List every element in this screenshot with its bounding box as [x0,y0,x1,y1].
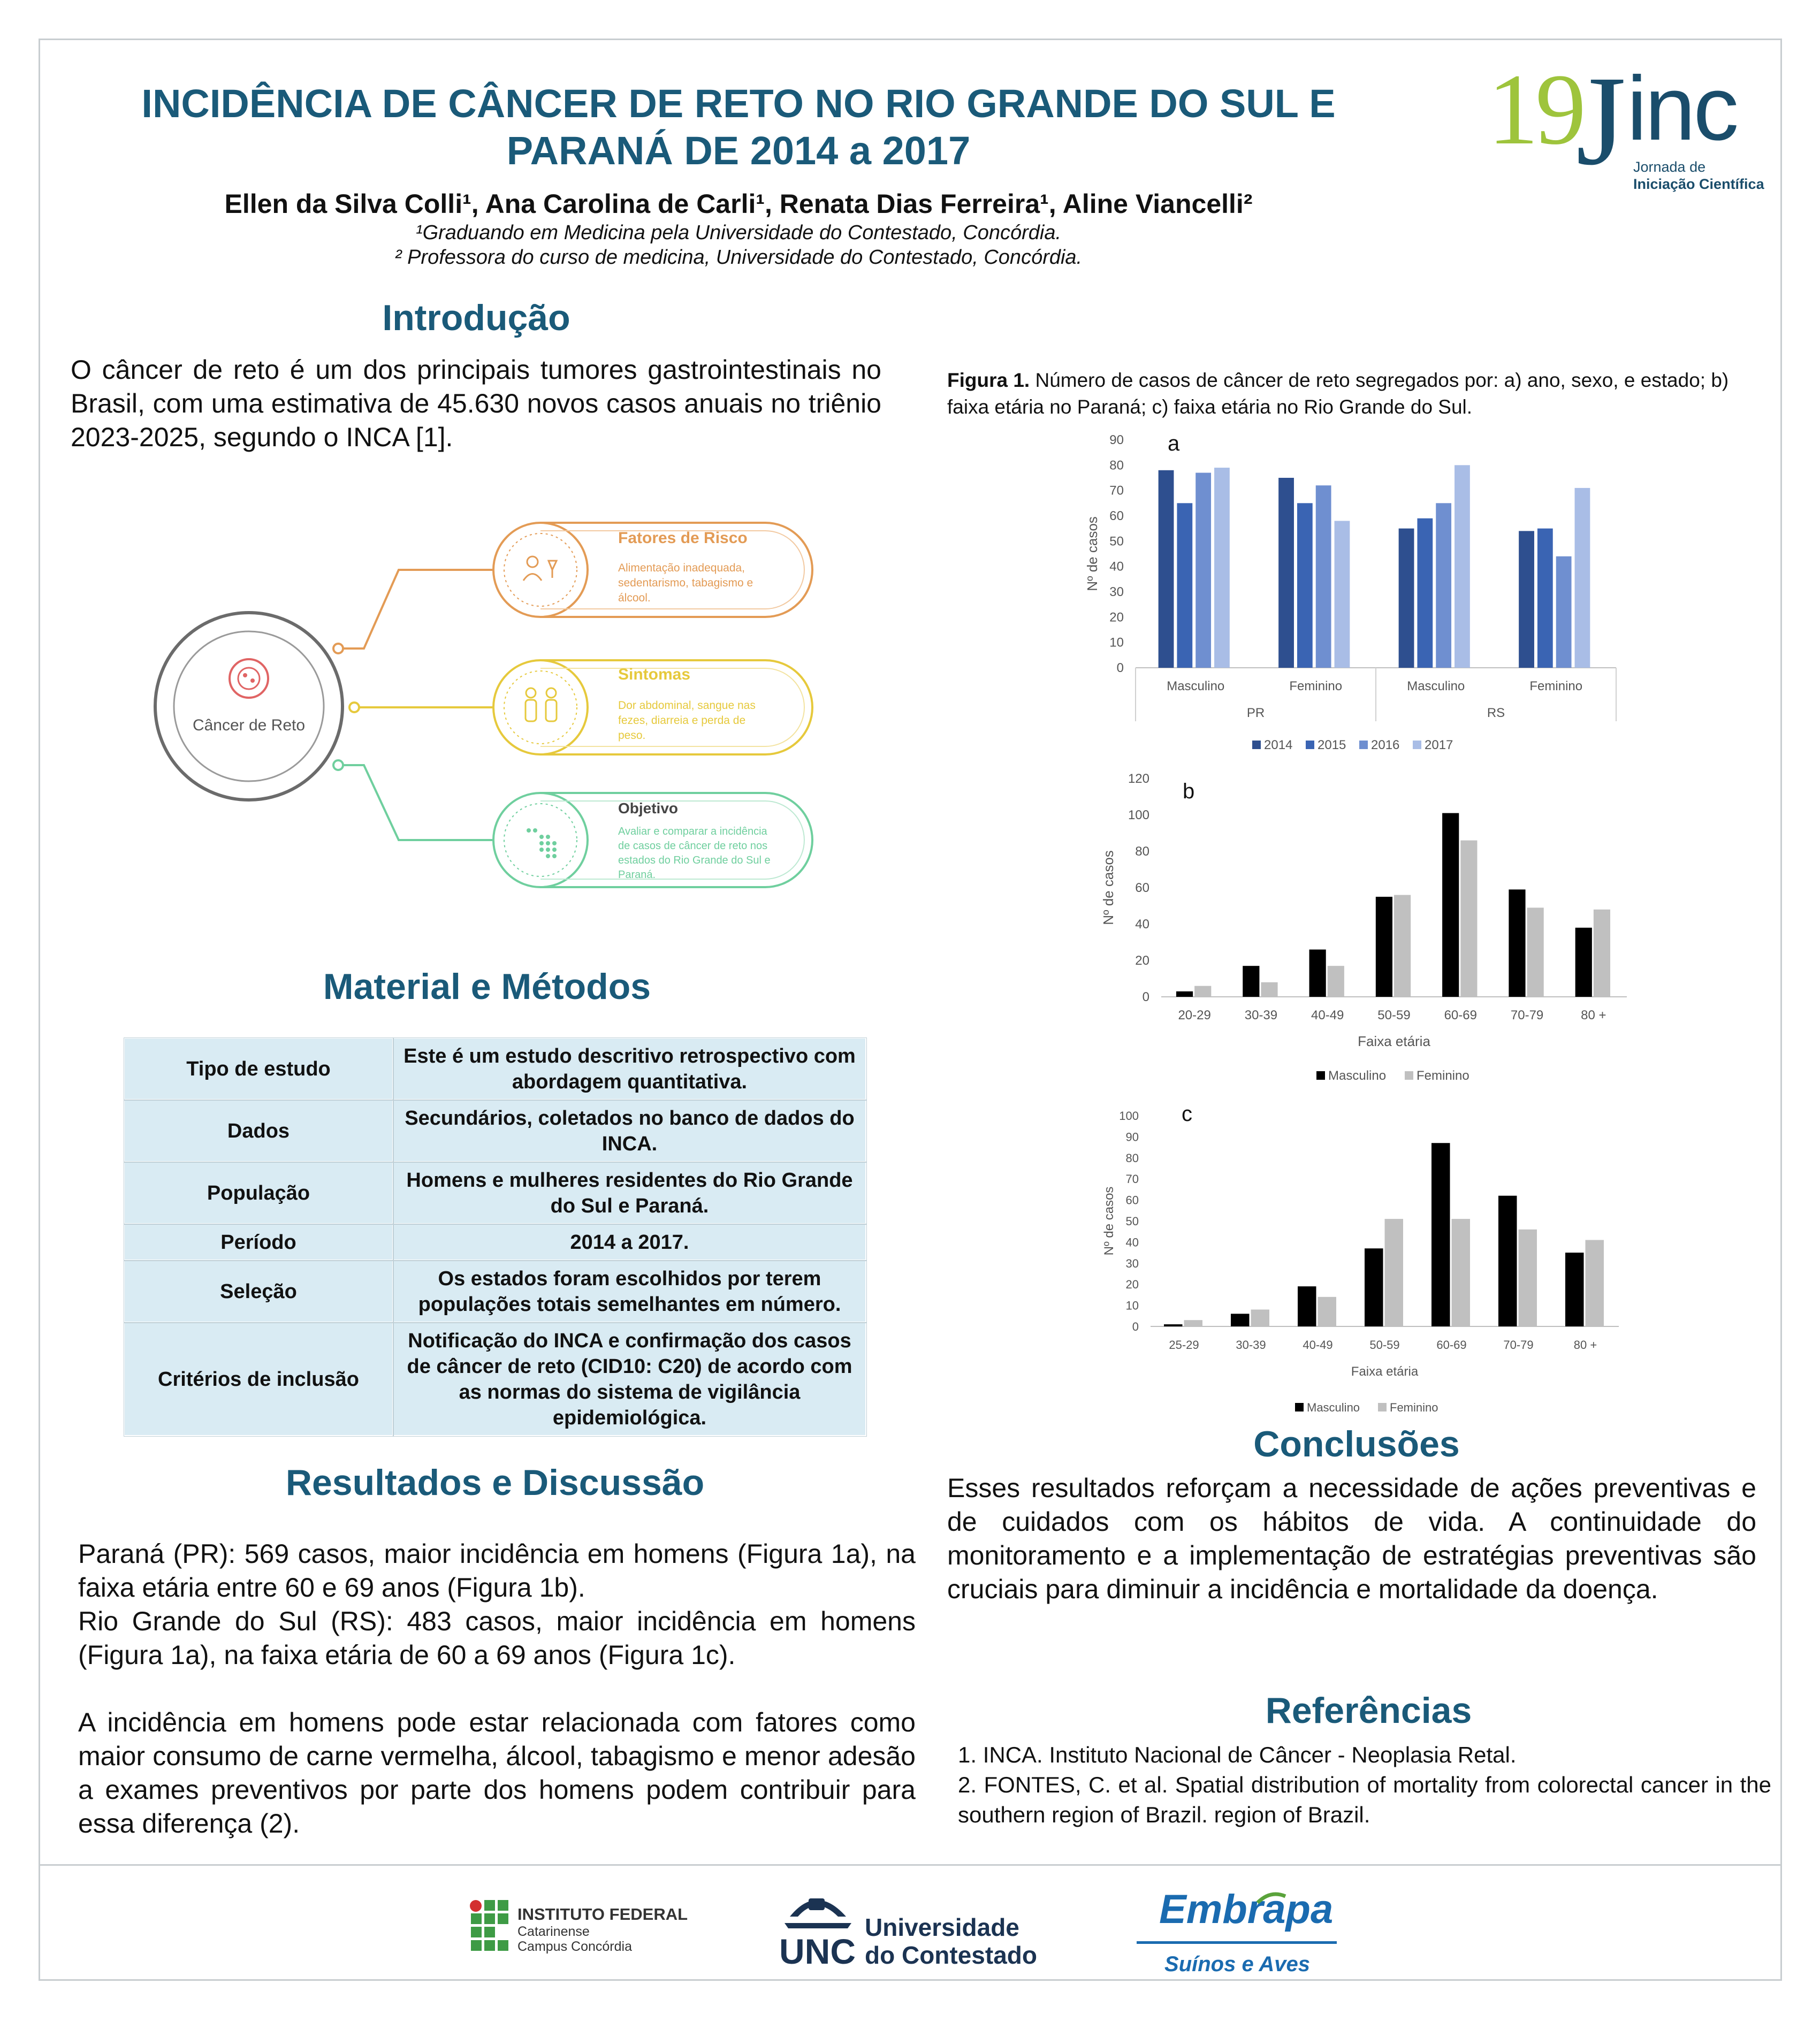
methods-value: Secundários, coletados no banco de dados do INCA. [393,1100,866,1162]
y-tick-label: 10 [1109,635,1124,650]
x-tick-label: Feminino [1529,679,1583,693]
connector-risk-dot [333,644,343,653]
x-tick-label: Feminino [1289,679,1343,693]
bar-feminino [1194,986,1211,997]
logo-j: J [1576,49,1626,192]
legend-label: Masculino [1328,1069,1387,1083]
y-axis-label: Nº de casos [1100,850,1116,925]
x-tick-label: 70-79 [1503,1338,1534,1352]
affiliation-2: ² Professora do curso de medicina, Universidade do Contestado, Concórdia. [394,246,1083,269]
y-tick-label: 80 [1125,1151,1139,1165]
bar-2016 [1316,485,1331,668]
affiliation-1: ¹Graduando em Medicina pela Universidade do Contestado, Concórdia. [415,222,1062,244]
methods-value: Os estados foram escolhidos por terem populações totais semelhantes em número. [393,1261,866,1323]
unc-abbr: UNC [779,1932,856,1969]
methods-row [124,1162,866,1224]
x-tick-label: 25-29 [1169,1338,1199,1352]
y-axis-label: Nº de casos [1084,516,1100,591]
methods-row [124,1261,866,1323]
cell-icon [230,659,268,698]
y-tick-label: 30 [1125,1256,1139,1270]
objective-title: Objetivo [618,800,679,817]
y-tick-label: 50 [1125,1215,1139,1228]
logo-subtitle-line2: Iniciação Científica [1633,176,1764,192]
x-tick-label: Masculino [1167,679,1225,693]
y-tick-label: 60 [1109,509,1124,523]
unc-logo [779,1883,1057,1969]
bar-2017 [1455,465,1470,668]
chart-c [1092,1100,1638,1421]
objective-card [493,793,812,887]
bar-masculino [1298,1286,1316,1326]
bar-2016 [1556,556,1572,668]
unc-line1: Universidade [865,1913,1019,1941]
logo-subtitle [1633,158,1764,193]
x-tick-label: 30-39 [1236,1338,1266,1352]
intro-heading: Introdução [382,297,570,338]
legend-swatch [1378,1403,1387,1411]
bar-2017 [1335,521,1350,668]
methods-key: População [124,1162,393,1224]
bar-masculino [1565,1253,1584,1326]
risk-line-3: álcool. [618,592,651,604]
legend-swatch [1295,1403,1304,1411]
x-tick-label: 80 + [1573,1338,1597,1352]
legend-label: Feminino [1390,1401,1438,1414]
objective-line-1: Avaliar e comparar a incidência [618,826,767,837]
y-tick-label: 120 [1128,772,1149,786]
y-tick-label: 90 [1109,433,1124,447]
references-list [958,1740,1771,1830]
references-heading: Referências [1265,1690,1472,1731]
methods-row [124,1100,866,1162]
legend-label: 2015 [1318,738,1346,752]
legend-label: 2014 [1264,738,1293,752]
connector-symptoms-dot [349,703,359,712]
conclusions-heading: Conclusões [1253,1424,1460,1464]
jinc-logo [1488,49,1766,219]
bar-masculino [1498,1196,1517,1326]
bar-2014 [1399,529,1414,668]
y-axis-label: Nº de casos [1102,1186,1116,1256]
bar-2015 [1177,503,1192,668]
x-tick-label: 50-59 [1369,1338,1400,1352]
methods-key: Seleção [124,1261,393,1323]
figure-caption-text: Número de casos de câncer de reto segregados por: a) ano, sexo, e estado; b) faixa etária no Paraná; c) faixa etária no Rio Grande do Sul. [947,369,1729,418]
bar-2016 [1436,503,1451,668]
bar-masculino [1431,1143,1450,1326]
bar-2015 [1417,518,1433,668]
methods-key: Dados [124,1100,393,1162]
legend-swatch [1316,1071,1325,1080]
y-tick-label: 50 [1109,534,1124,549]
x-tick-label: 60-69 [1436,1338,1467,1352]
x-tick-label: 20-29 [1178,1008,1211,1023]
methods-table [123,1037,867,1437]
bar-2017 [1575,488,1590,668]
bar-feminino [1394,895,1411,997]
y-tick-label: 20 [1135,953,1149,968]
x-tick-label: 70-79 [1510,1008,1544,1023]
y-tick-label: 0 [1142,990,1149,1004]
inner-ring [174,631,324,781]
reference-item: 2. FONTES, C. et al. Spatial distribution of mortality from colorectal cancer in the southern region of Brazil. region of Brazil. [958,1772,1771,1827]
bar-masculino [1176,991,1193,997]
results-paragraph-rs: Rio Grande do Sul (RS): 483 casos, maior incidência em homens (Figura 1a), na faixa etária de 60 a 69 anos (Figura 1c). [78,1606,916,1670]
bar-masculino [1575,928,1592,997]
bar-feminino [1251,1309,1270,1326]
symptoms-card [493,660,812,754]
ifc-line1: INSTITUTO FEDERAL [517,1905,688,1924]
ifc-line3: Campus Concórdia [517,1939,632,1954]
risk-line-1: Alimentação inadequada, [618,562,745,574]
legend-swatch [1405,1071,1413,1080]
bar-2014 [1519,531,1534,668]
methods-value: Notificação do INCA e confirmação dos casos de câncer de reto (CID10: C20) de acordo com as normas do sistema de vigilância epidemiológica. [393,1323,866,1436]
unc-emblem-icon [785,1898,851,1928]
y-tick-label: 80 [1109,458,1124,473]
logo-number: 19 [1488,54,1583,166]
outer-ring [155,613,342,800]
y-tick-label: 70 [1125,1172,1139,1186]
infographic [144,503,840,920]
bar-2015 [1537,529,1553,668]
logo-inc: inc [1627,58,1737,159]
title-line-2: PARANÁ DE 2014 a 2017 [506,128,971,173]
bar-feminino [1318,1297,1337,1326]
bar-masculino [1231,1314,1250,1326]
y-tick-label: 40 [1135,917,1149,932]
methods-value: 2014 a 2017. [393,1224,866,1261]
connector-objective [340,765,492,840]
y-tick-label: 10 [1125,1299,1139,1313]
bar-feminino [1385,1219,1404,1326]
risk-title: Fatores de Risco [618,529,748,547]
infographic-center-label: Câncer de Reto [192,716,306,734]
methods-key: Período [124,1224,393,1261]
objective-line-2: de casos de câncer de reto nos [618,840,768,852]
methods-value: Homens e mulheres residentes do Rio Grande do Sul e Paraná. [393,1162,866,1224]
y-tick-label: 90 [1125,1130,1139,1144]
connector-objective-dot [333,760,343,770]
figure-caption [947,367,1750,421]
bar-2016 [1195,473,1211,668]
bar-feminino [1527,907,1544,997]
x-tick-label: 40-49 [1311,1008,1344,1023]
results-paragraph-pr: Paraná (PR): 569 casos, maior incidência em homens (Figura 1a), na faixa etária entre 60 e 69 anos (Figura 1b). [78,1539,916,1603]
methods-value: Este é um estudo descritivo retrospectivo com abordagem quantitativa. [393,1038,866,1100]
x-tick-label: 50-59 [1377,1008,1411,1023]
y-tick-label: 70 [1109,483,1124,498]
figure-caption-label: Figura 1. [947,369,1030,391]
panel-label: c [1182,1102,1192,1126]
conclusions-text: Esses resultados reforçam a necessidade de ações preventivas e de cuidados com os hábitos de vida. A continuidade do monitoramento e a implementação de estratégias preventivas são cruciais para diminuir a incidência e mortalidade da doença. [947,1473,1756,1604]
bar-masculino [1365,1248,1383,1326]
x-tick-label: 30-39 [1244,1008,1278,1023]
y-tick-label: 60 [1135,881,1149,895]
bar-feminino [1261,982,1277,997]
bar-feminino [1519,1230,1537,1326]
reference-item: 1. INCA. Instituto Nacional de Câncer - Neoplasia Retal. [958,1742,1517,1767]
bar-2015 [1297,503,1313,668]
logo-subtitle-line1: Jornada de [1633,159,1706,175]
unc-line2: do Contestado [865,1941,1037,1969]
x-group-label: PR [1246,706,1265,720]
embrapa-sub: Suínos e Aves [1164,1952,1310,1976]
legend-swatch [1306,741,1314,749]
symptoms-line-1: Dor abdominal, sangue nas [618,699,756,712]
y-tick-label: 60 [1125,1193,1139,1207]
methods-row [124,1038,866,1100]
chart-b [1092,762,1638,1094]
chart-a [1076,423,1632,760]
y-tick-label: 100 [1128,808,1149,822]
bar-2014 [1278,478,1294,668]
bar-masculino [1309,950,1326,997]
ifc-grid-icon [470,1900,508,1951]
bar-feminino [1184,1320,1203,1326]
authors: Ellen da Silva Colli¹, Ana Carolina de Carli¹, Renata Dias Ferreira¹, Aline Viancelli² [224,189,1253,219]
bar-feminino [1452,1219,1471,1326]
bar-masculino [1376,897,1392,997]
embrapa-logo [1136,1886,1339,1982]
bar-masculino [1509,889,1525,997]
y-tick-label: 0 [1132,1320,1139,1333]
methods-key: Critérios de inclusão [124,1323,393,1436]
results-heading: Resultados e Discussão [285,1462,705,1503]
y-tick-label: 20 [1125,1278,1139,1292]
legend-swatch [1252,741,1261,749]
y-tick-label: 40 [1109,559,1124,574]
methods-row [124,1224,866,1261]
ifc-line2: Catarinense [517,1924,590,1939]
legend-label: 2017 [1425,738,1453,752]
bar-feminino [1586,1240,1604,1326]
y-tick-label: 30 [1109,585,1124,599]
bar-masculino [1442,813,1459,997]
x-tick-label: 80 + [1581,1008,1606,1023]
bar-feminino [1460,841,1477,997]
symptoms-line-2: fezes, diarreia e perda de [618,714,746,727]
bar-2014 [1159,470,1174,668]
ifc-logo [468,1897,693,1967]
methods-key: Tipo de estudo [124,1038,393,1100]
risk-line-2: sedentarismo, tabagismo e [618,577,753,589]
legend-swatch [1413,741,1421,749]
legend-label: Feminino [1417,1069,1469,1083]
y-tick-label: 80 [1135,844,1149,859]
y-tick-label: 20 [1109,610,1124,625]
risk-factors-card [493,523,812,617]
x-tick-label: 40-49 [1303,1338,1333,1352]
y-tick-label: 40 [1125,1235,1139,1249]
footer-divider [39,1864,1782,1866]
legend-label: Masculino [1307,1401,1360,1414]
methods-heading: Material e Métodos [323,966,651,1007]
embrapa-name: Embrapa [1159,1887,1334,1932]
symptoms-title: Sintomas [618,666,691,683]
legend-label: 2016 [1371,738,1400,752]
embrapa-underline [1137,1941,1337,1944]
x-group-label: RS [1487,706,1505,720]
bar-masculino [1164,1324,1183,1326]
panel-label: b [1183,780,1195,803]
intro-text: O câncer de reto é um dos principais tumores gastrointestinais no Brasil, com uma estimativa de 45.630 novos casos anuais no triênio 2023-2025, segundo o INCA [1]. [71,355,881,452]
bar-2017 [1214,468,1230,668]
objective-line-4: Paraná. [618,869,656,881]
x-tick-label: 60-69 [1444,1008,1477,1023]
x-tick-label: Masculino [1407,679,1465,693]
y-tick-label: 100 [1119,1109,1139,1123]
panel-label: a [1168,432,1180,455]
results-paragraph-discussion: A incidência em homens pode estar relacionada com fatores como maior consumo de carne vermelha, álcool, tabagismo e menor adesão a exames preventivos por parte dos homens podem contribuir para essa diferença (2). [78,1707,916,1838]
x-axis-label: Faixa etária [1351,1364,1419,1379]
legend-swatch [1359,741,1368,749]
bar-feminino [1594,910,1610,997]
y-tick-label: 0 [1116,661,1124,675]
title-line-1: INCIDÊNCIA DE CÂNCER DE RETO NO RIO GRANDE DO SUL E [141,81,1336,126]
bar-masculino [1243,966,1259,997]
methods-row [124,1323,866,1436]
poster-title [80,80,1397,174]
connector-risk [340,570,492,648]
bar-feminino [1328,966,1344,997]
symptoms-line-3: peso. [618,729,646,742]
x-axis-label: Faixa etária [1358,1033,1430,1049]
objective-line-3: estados do Rio Grande do Sul e [618,854,771,866]
